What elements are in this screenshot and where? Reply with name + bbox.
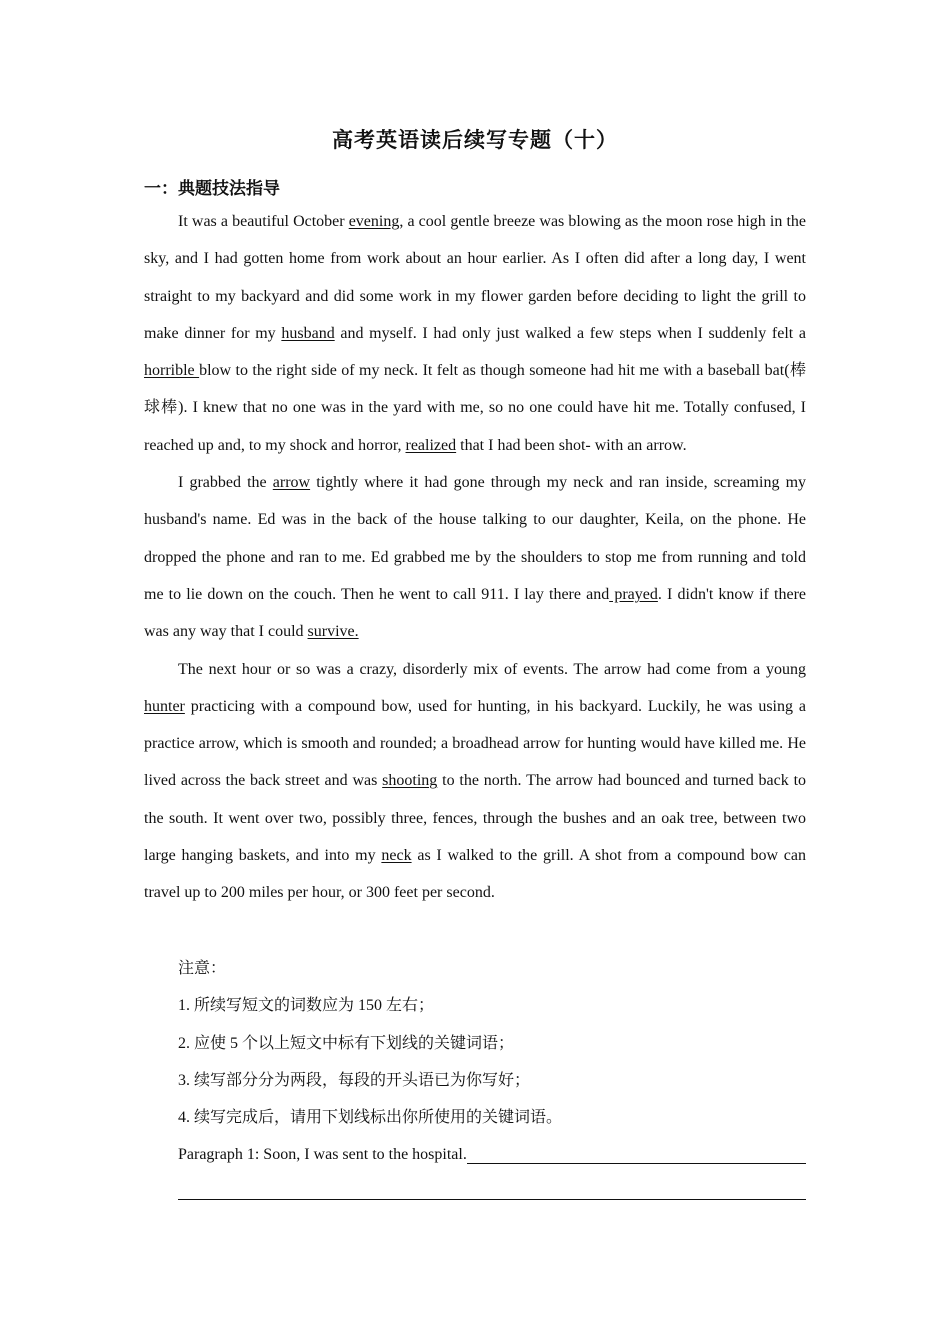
text-run: It was a beautiful October xyxy=(178,213,349,230)
text-run: tightly where it had gone through my neck and ran inside, screaming my husband's name. Ed was in the back of the house talking to our daughter, Keila, on the phone. He dropped the phone and ran to me. Ed grabbed me by the shoulders to stop me from running and told me to lie down on the couch. Then he went to call 911. I lay there and xyxy=(144,474,807,603)
keyword-prayed: prayed xyxy=(609,585,658,603)
story-paragraph-2 xyxy=(144,464,806,650)
text-run: to the north. The arrow had bounced and turned back to the south. It went over two, possibly three, fences, through the bushes and an oak tree, between two large hanging baskets, and into my xyxy=(144,772,807,865)
keyword-realized: realized xyxy=(405,436,457,454)
section-heading: 一：典题技法指导 xyxy=(144,179,280,198)
story-paragraph-3 xyxy=(144,651,806,912)
text-run: practicing with a compound bow, used for hunting, in his backyard. Luckily, he was using a practice arrow, which is smooth and rounded; a broadhead arrow for hunting would have killed me. He lived across the back street and was xyxy=(144,697,806,790)
keyword-husband: husband xyxy=(281,324,335,342)
paragraph-1-starter: Paragraph 1: Soon, I was sent to the hospital. xyxy=(178,1146,467,1164)
keyword-evening: evening xyxy=(348,213,400,230)
notes-heading: 注意： xyxy=(178,960,227,977)
answer-line[interactable] xyxy=(178,1199,806,1200)
notes-section xyxy=(178,950,806,1174)
note-item: 2. 应使 5 个以上短文中标有下划线的关键词语； xyxy=(178,1034,515,1052)
text-run: that I had been shot- with an arrow. xyxy=(456,436,687,454)
page-title: 高考英语读后续写专题（十） xyxy=(332,128,618,152)
keyword-hunter: hunter xyxy=(144,697,185,715)
text-run: blow to the right side of my neck. It felt as though someone had hit me with a baseball bat(棒球棒). I knew that no one was in the yard with me, so no one could have hit me. Totally confused, I reached up and, to my shock and horror, xyxy=(144,362,806,454)
text-run: I grabbed the xyxy=(178,474,273,492)
story-text xyxy=(144,203,806,912)
story-paragraph-1 xyxy=(144,203,806,464)
text-run: The next hour or so was a crazy, disorderly mix of events. The arrow had come from a young xyxy=(178,660,806,678)
note-item: 1. 所续写短文的词数应为 150 左右； xyxy=(178,997,435,1015)
keyword-arrow: arrow xyxy=(272,474,311,492)
note-item: 4. 续写完成后，请用下划线标出你所使用的关键词语。 xyxy=(178,1109,563,1127)
text-run: as I walked to the grill. A shot from a compound bow can travel up to 200 miles per hour, or 300 feet per second. xyxy=(144,847,807,902)
keyword-shooting: shooting xyxy=(382,772,438,790)
text-run: . I didn't know if there was any way that I could xyxy=(144,585,806,641)
keyword-neck: neck xyxy=(381,847,412,865)
keyword-survive: survive. xyxy=(307,623,359,641)
keyword-horrible: horrible xyxy=(144,362,200,380)
note-item: 3. 续写部分分为两段，每段的开头语已为你写好； xyxy=(178,1071,531,1089)
text-run: and myself. I had only just walked a few steps when I suddenly felt a xyxy=(334,324,807,342)
answer-line[interactable] xyxy=(467,1162,806,1164)
text-run: , a cool gentle breeze was blowing as the moon rose high in the sky, and I had gotten home from work about an hour earlier. As I often did after a long day, I went straight to my backyard and did some work in my flower garden before deciding to light the grill to make dinner for my xyxy=(144,213,806,342)
paragraph-1-prompt xyxy=(178,1136,806,1173)
